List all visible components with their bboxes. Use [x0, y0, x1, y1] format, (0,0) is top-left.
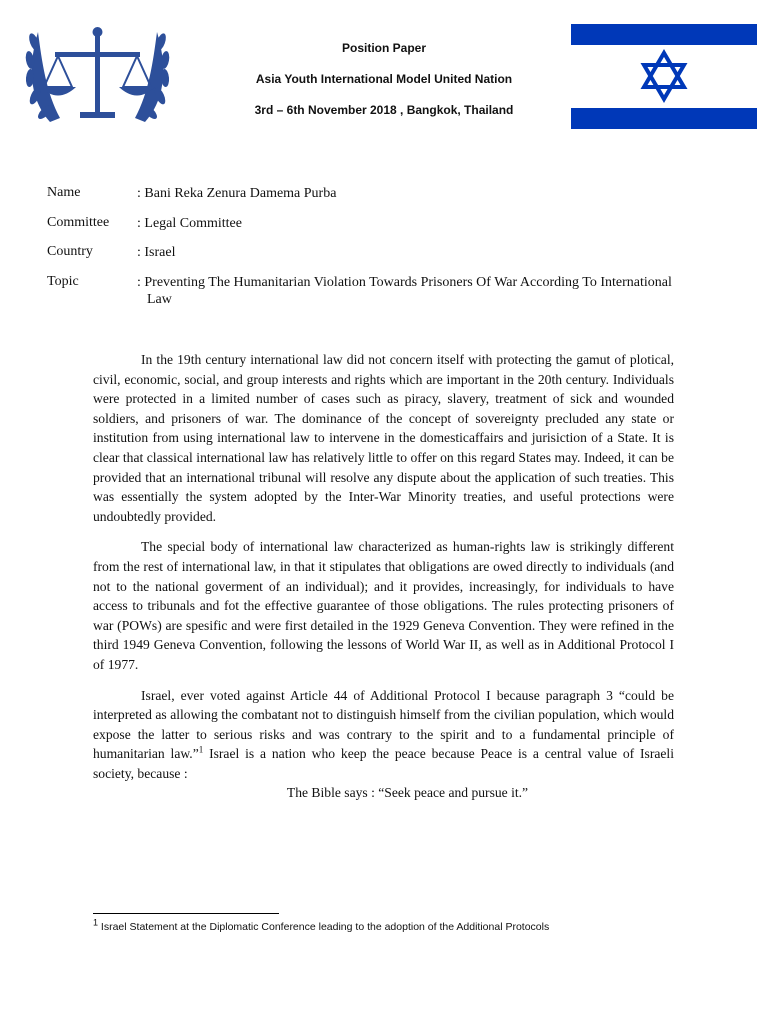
topic-value: : Preventing The Humanitarian Violation Towards Prisoners Of War According To International Law: [137, 274, 672, 307]
bible-quote: The Bible says : “Seek peace and pursue it.”: [286, 785, 529, 801]
footnote-divider: [93, 913, 279, 914]
footnote: [93, 917, 693, 934]
conference-name: Asia Youth International Model United Nation: [255, 72, 513, 86]
conference-date-location: 3rd – 6th November 2018 , Bangkok, Thailand: [254, 103, 514, 117]
document-header: [210, 40, 558, 133]
topic-row: [47, 273, 687, 307]
paragraph-2: The special body of international law characterized as human-rights law is strikingly different from the rest of international law, in that it stipulates that obligations are owed directly to individuals (and not to the national goverment of an individual); and it provides, increasingly, for individuals to have access to tribunals and fot the effective guarantee of those obligations. The rules protecting prisoners of war (POWs) are spesific and were first detailed in the 1929 Geneva Convention. They were refined in the third 1949 Geneva Convention, following the lessons of World War II, as well as in Additional Protocol I of 1977.: [93, 539, 674, 672]
committee-value: : Legal Committee: [137, 215, 242, 231]
committee-row: [47, 215, 687, 245]
paragraph-3: [93, 686, 674, 784]
name-row: [47, 185, 687, 215]
scales-of-justice-emblem: [20, 12, 175, 132]
position-paper-body: [93, 350, 674, 814]
document-type: Position Paper: [341, 41, 427, 55]
name-label: Name: [47, 185, 81, 200]
footnote-marker: 1: [93, 917, 99, 928]
country-value: : Israel: [137, 245, 176, 260]
country-label: Country: [47, 244, 93, 259]
paragraph-3-text: Israel, ever voted against Article 44 of Additional Protocol I because paragraph 3 “could be interpreted as allowing the combatant not to distinguish himself from the civilian population, which would expose the latter to serious risks and was contrary to the spirit and to a fundamental principle of humanitarian law.”: [93, 687, 674, 762]
footnote-text: Israel Statement at the Diplomatic Conference leading to the adoption of the Additional Protocols: [98, 921, 550, 933]
country-row: [47, 244, 687, 274]
name-value: : Bani Reka Zenura Damema Purba: [137, 186, 337, 201]
delegate-info: [47, 185, 687, 307]
paragraph-1: In the 19th century international law did not concern itself with protecting the gamut of plotical, civil, economic, social, and group interests and rights which are important in the 20th century. Individuals were protected in a limited number of cases such as piracy, slavery, treatment of sick and wounded soldiers, and prisoners of war. The dominance of the concept of sovereignty precluded any state or institution from using international law to intervene in the domesticaffairs and jurisiction of a State. It is clear that classical international law has relatively little to offer on this regard States may. Indeed, it can be provided that an international tribunal will resolve any dispute about the application of such treaties. This was essentially the system adopted by the Inter-War Minority treaties, and useful protections were undoubtedly provided.: [93, 352, 674, 524]
footnote-reference[interactable]: 1: [198, 744, 204, 755]
israel-flag: [571, 24, 757, 129]
paragraph-3-continued: Israel is a nation who keep the peace because Peace is a central value of Israeli society, because :: [93, 746, 674, 781]
committee-label: Committee: [47, 214, 110, 230]
topic-label: Topic: [47, 273, 79, 289]
